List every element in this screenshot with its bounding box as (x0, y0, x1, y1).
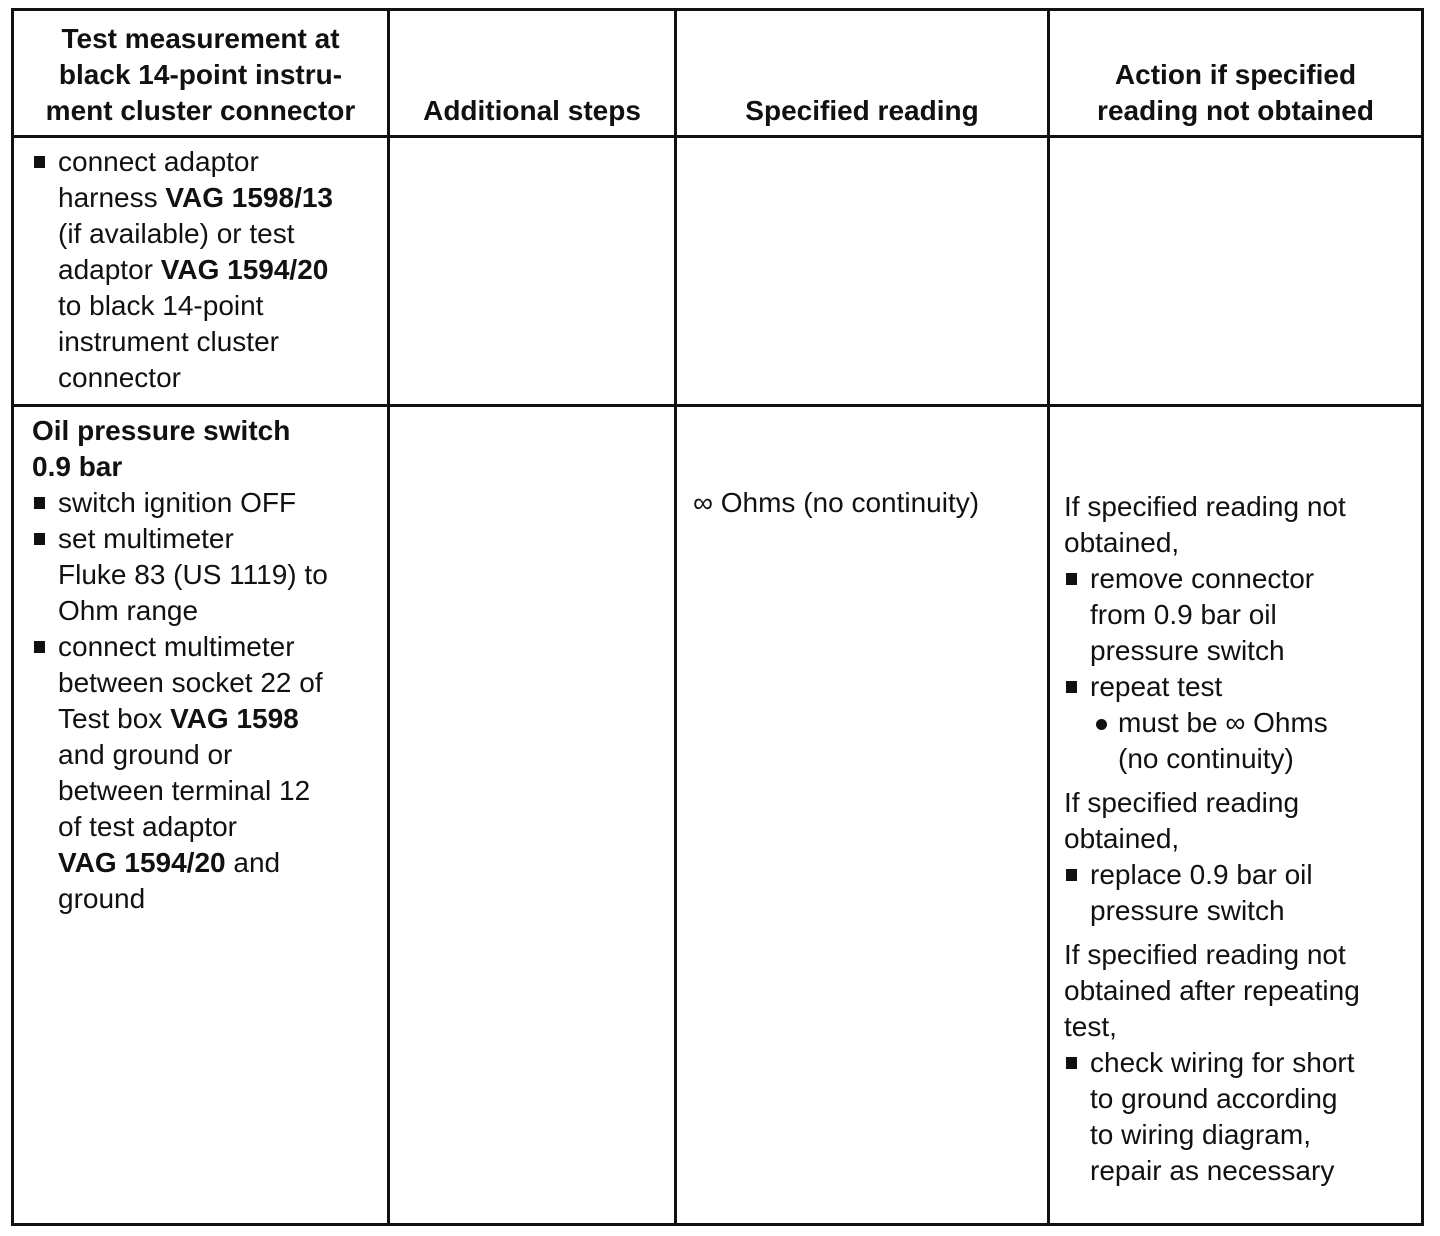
step-text: to ground according (1090, 1083, 1338, 1114)
row2-action-cell (1049, 406, 1423, 1225)
table-header-row (13, 10, 1423, 137)
list-item-check-wiring (1064, 1045, 1415, 1189)
square-bullet-icon (34, 533, 45, 545)
header-specified-reading (676, 10, 1049, 137)
text-run: VAG 1594/20 (160, 254, 329, 285)
square-bullet-icon (1066, 869, 1077, 881)
text-run: VAG 1594/20 (58, 847, 226, 878)
text-run: instrument cluster (58, 326, 279, 357)
step-text: repeat test (1090, 671, 1223, 702)
action-intro-line: obtained after repeating (1064, 975, 1360, 1006)
text-run: connector (58, 362, 181, 393)
row2-additional-steps-cell (389, 406, 676, 1225)
list-item-replace-switch (1064, 857, 1415, 929)
action-block-not-obtained (1064, 489, 1415, 777)
text-line (58, 809, 377, 845)
text-line (58, 629, 377, 665)
list-item-repeat-test (1064, 669, 1415, 777)
step-text: pressure switch (1090, 895, 1285, 926)
text-run: ground (58, 883, 146, 914)
header-test-measurement (13, 10, 389, 137)
action-block-after-repeat (1064, 937, 1415, 1189)
text-line (58, 737, 377, 773)
row2-specified-reading-cell (676, 406, 1049, 1225)
header-line: Additional steps (423, 95, 641, 126)
header-line: Action if specified (1114, 59, 1357, 90)
sub-step-text: must be ∞ Ohms (1118, 707, 1328, 738)
step-text: to wiring diagram, (1090, 1119, 1311, 1150)
list-item-connect-adaptor (32, 144, 377, 396)
action-intro-line: obtained, (1064, 823, 1180, 854)
row2-test-measurement-cell (13, 406, 389, 1225)
header-action (1049, 10, 1423, 137)
connect-multimeter-text (58, 629, 377, 917)
square-bullet-icon (34, 497, 45, 509)
text-line (58, 881, 377, 917)
step-text: Fluke 83 (US 1119) to (58, 559, 328, 590)
text-line (58, 665, 377, 701)
text-line (58, 216, 377, 252)
row2-title (32, 413, 377, 485)
header-line: Specified reading (745, 95, 979, 126)
text-run: VAG 1598/13 (165, 182, 333, 213)
row1-specified-reading-cell (676, 137, 1049, 406)
step-text: Ohm range (58, 595, 199, 626)
text-line (58, 773, 377, 809)
text-run: between socket 22 of (58, 667, 323, 698)
sub-item-must-be (1090, 705, 1415, 777)
test-table (11, 8, 1424, 1226)
text-run: connect multimeter (58, 631, 295, 662)
list-item-set-multimeter (32, 521, 377, 629)
step-text: repair as necessary (1090, 1155, 1335, 1186)
action-intro-line: If specified reading (1064, 787, 1300, 818)
text-line (58, 324, 377, 360)
step-text: check wiring for short (1090, 1047, 1355, 1078)
step-text: remove connector (1090, 563, 1315, 594)
header-line: reading not obtained (1097, 95, 1374, 126)
table-row (13, 137, 1423, 406)
header-line: black 14-point instru- (58, 59, 343, 90)
square-bullet-icon (1066, 573, 1077, 585)
text-run: harness (58, 182, 166, 213)
title-line: 0.9 bar (32, 451, 123, 482)
text-run: between terminal 12 (58, 775, 311, 806)
text-run: connect adaptor (58, 146, 259, 177)
text-run: Test box (58, 703, 171, 734)
table-row (13, 406, 1423, 1225)
step-text: set multimeter (58, 523, 234, 554)
action-intro-line: If specified reading not (1064, 491, 1346, 522)
text-run: and (225, 847, 281, 878)
sub-step-text: (no continuity) (1118, 743, 1294, 774)
text-run: of test adaptor (58, 811, 238, 842)
action-block-obtained (1064, 785, 1415, 929)
action-intro-line: test, (1064, 1011, 1117, 1042)
text-run: (if available) or test (58, 218, 295, 249)
header-line: ment cluster connector (45, 95, 356, 126)
list-item-connect-multimeter (32, 629, 377, 917)
step-text: pressure switch (1090, 635, 1285, 666)
text-line (58, 180, 377, 216)
text-line (58, 144, 377, 180)
square-bullet-icon (1066, 1057, 1077, 1069)
row1-additional-steps-cell (389, 137, 676, 406)
row1-test-measurement-cell (13, 137, 389, 406)
square-bullet-icon (34, 641, 45, 653)
specified-reading-value: ∞ Ohms (no continuity) (693, 487, 980, 518)
list-item-remove-connector (1064, 561, 1415, 669)
list-item-switch-ignition (32, 485, 377, 521)
text-line (58, 252, 377, 288)
row1-action-cell (1049, 137, 1423, 406)
row1-bullet-text (58, 144, 377, 396)
action-intro-line: If specified reading not (1064, 939, 1346, 970)
header-line: Test measurement at (61, 23, 340, 54)
text-line (58, 845, 377, 881)
action-intro-line: obtained, (1064, 527, 1180, 558)
header-additional-steps (389, 10, 676, 137)
text-run: and ground or (58, 739, 233, 770)
text-line (58, 288, 377, 324)
step-text: switch ignition OFF (58, 487, 297, 518)
text-line (58, 360, 377, 396)
text-run: to black 14-point (58, 290, 264, 321)
text-line (58, 701, 377, 737)
round-bullet-icon (1096, 719, 1107, 730)
square-bullet-icon (1066, 681, 1077, 693)
step-text: replace 0.9 bar oil (1090, 859, 1313, 890)
text-run: VAG 1598 (170, 703, 299, 734)
square-bullet-icon (34, 156, 45, 168)
step-text: from 0.9 bar oil (1090, 599, 1277, 630)
title-line: Oil pressure switch (32, 415, 291, 446)
text-run: adaptor (58, 254, 161, 285)
